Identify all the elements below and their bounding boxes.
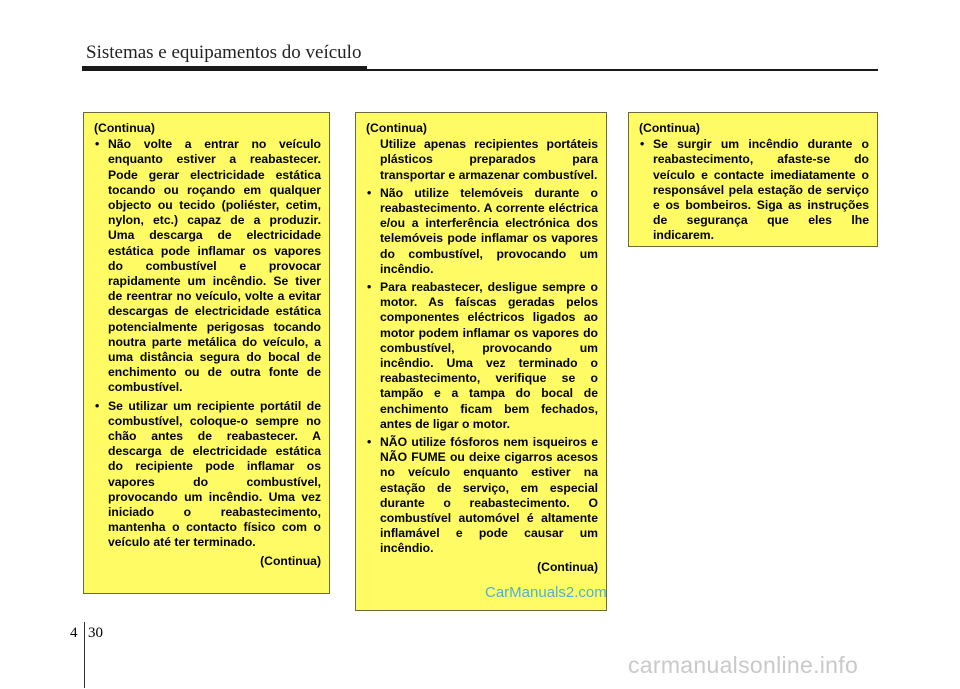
bullet-icon: • — [367, 185, 372, 200]
bullet-icon: • — [367, 435, 372, 450]
page-title: Sistemas e equipamentos do veículo — [86, 42, 362, 63]
warning-bullet — [366, 280, 598, 432]
bullet-icon: • — [95, 137, 100, 152]
warning-bullet — [366, 435, 598, 557]
bullet-icon: • — [640, 137, 645, 152]
bullet-text: Para reabastecer, desligue sempre o motor. As faíscas geradas pelos componentes eléctricos ligados ao motor podem inflamar os vapores do combustível, provocando um incêndio. Uma vez terminado o reabastecimento, verifique se o tampão e a tampa do bocal de enchimento ficam bem fechados, antes de ligar o motor. — [380, 280, 598, 431]
continued-label-bottom: (Continua) — [260, 553, 321, 568]
watermark-small: CarManuals2.com — [485, 584, 607, 601]
warning-bullet — [94, 137, 321, 395]
bullet-text: Não utilize telemóveis durante o reabastecimento. A corrente eléctrica e/ou a interferência electrónica dos telemóveis pode inflamar os vapores do combustível, provocando um incêndio. — [380, 185, 598, 276]
bullet-text: Se utilizar um recipiente portátil de combustível, coloque-o sempre no chão antes de reabastecer. A descarga de electricidade estática do recipiente pode inflamar os vapores do combustível, provocando um incêndio. Uma vez iniciado o reabastecimento, mantenha o contacto físico com o veículo até ter terminado. — [108, 398, 321, 550]
continued-label-top: (Continua) — [639, 121, 700, 135]
watermark-large: carmanualsonline.info — [628, 652, 859, 678]
continued-label-top: (Continua) — [94, 121, 155, 135]
warning-box-3 — [628, 112, 878, 247]
warning-box-2 — [355, 112, 607, 611]
warning-bullet — [366, 186, 598, 277]
bullet-text: NÃO utilize fósforos nem isqueiros e NÃO FUME ou deixe cigarros acesos no veículo enquanto estiver na estação de serviço, em especial durante o reabastecimento. O combustível automóvel é altamente inflamável e pode causar um incêndio. — [380, 435, 598, 556]
header-rule-thin — [82, 69, 878, 71]
footer-divider — [84, 622, 85, 688]
warning-paragraph: Utilize apenas recipientes portáteis plásticos preparados para transportar e armazenar combustível. — [380, 137, 598, 182]
warning-bullet — [94, 399, 321, 551]
warning-bullet — [639, 137, 869, 243]
bullet-text: Se surgir um incêndio durante o reabastecimento, afaste-se do veículo e contacte imediatamente o responsável pela estação de serviço e os bombeiros. Siga as instruções de segurança que eles lhe indicarem. — [653, 137, 869, 243]
bullet-icon: • — [367, 280, 372, 295]
continued-label-bottom: (Continua) — [537, 559, 598, 574]
chapter-number: 4 — [70, 625, 78, 641]
bullet-icon: • — [95, 398, 100, 413]
continued-label-top: (Continua) — [366, 121, 427, 135]
page-number: 30 — [88, 625, 103, 641]
warning-box-1 — [83, 112, 330, 594]
bullet-text: Não volte a entrar no veículo enquanto estiver a reabastecer. Pode gerar electricidade estática tocando ou roçando em qualquer objecto ou tecido (poliéster, cetim, nylon, etc.) capaz de a produzir. Uma descarga de electricidade estática pode inflamar os vapores do combustível e provocar rapidamente um incêndio. Se tiver de reentrar no veículo, volte a evitar descargas de electricidade estática potencialmente perigosas tocando noutra parte metálica do veículo, a uma distância segura do bocal de enchimento ou de outra fonte de combustível. — [108, 137, 321, 395]
